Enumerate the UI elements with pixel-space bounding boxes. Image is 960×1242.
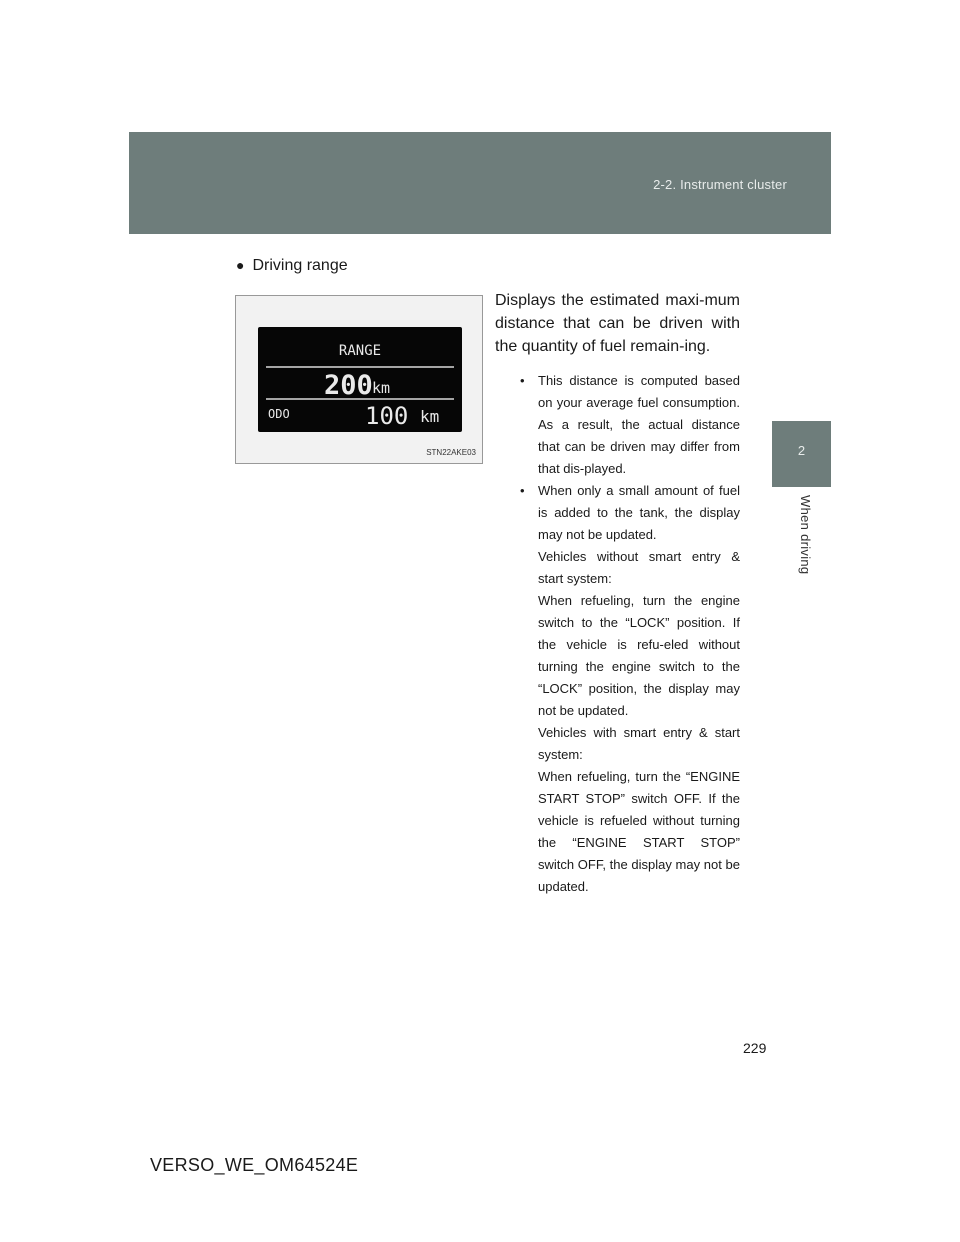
note-item xyxy=(495,370,740,480)
odo-unit: km xyxy=(420,407,440,426)
chapter-label: When driving xyxy=(798,495,813,575)
note-paragraph: This distance is computed based on your average fuel consumption. As a result, the actual distance that can be driven may differ from that dis-played. xyxy=(538,373,740,476)
lcd-svg xyxy=(258,327,462,432)
figure-code: STN22AKE03 xyxy=(426,448,476,457)
page-number: 229 xyxy=(743,1040,767,1056)
range-value: 200 xyxy=(324,370,373,401)
chapter-number: 2 xyxy=(797,443,806,458)
odo-label: ODO xyxy=(268,407,290,421)
note-paragraph: When refueling, turn the engine switch to the “LOCK” position. If the vehicle is refu-eled without turning the engine switch to the “LOCK” position, the display may not be updated. xyxy=(538,593,740,718)
range-unit: km xyxy=(372,379,391,397)
note-paragraph: Vehicles without smart entry & start system: xyxy=(538,549,740,586)
bullet-icon: ● xyxy=(236,257,245,273)
note-bullet: • xyxy=(520,373,525,388)
body-text xyxy=(495,289,740,898)
notes-list xyxy=(495,370,740,898)
section-heading-text: Driving range xyxy=(252,257,348,274)
section-title: 2-2. Instrument cluster xyxy=(653,177,787,192)
lcd-display xyxy=(258,327,462,432)
instrument-display-figure xyxy=(235,295,483,464)
document-code: VERSO_WE_OM64524E xyxy=(150,1155,359,1175)
chapter-tab xyxy=(772,421,831,487)
note-paragraph: Vehicles with smart entry & start system: xyxy=(538,725,740,762)
range-mode-label: RANGE xyxy=(338,343,382,359)
header-band xyxy=(129,132,831,234)
section-heading xyxy=(236,257,348,275)
odo-value: 100 xyxy=(365,402,409,430)
note-paragraph: When refueling, turn the “ENGINE START STOP” switch OFF. If the vehicle is refueled without turning the “ENGINE START STOP” switch OFF, the display may not be updated. xyxy=(538,769,740,894)
lead-paragraph: Displays the estimated maxi-mum distance that can be driven with the quantity of fuel remain-ing. xyxy=(495,292,740,355)
note-paragraph: When only a small amount of fuel is added to the tank, the display may not be updated. xyxy=(538,483,740,542)
note-bullet: • xyxy=(520,483,525,498)
note-item xyxy=(495,480,740,898)
